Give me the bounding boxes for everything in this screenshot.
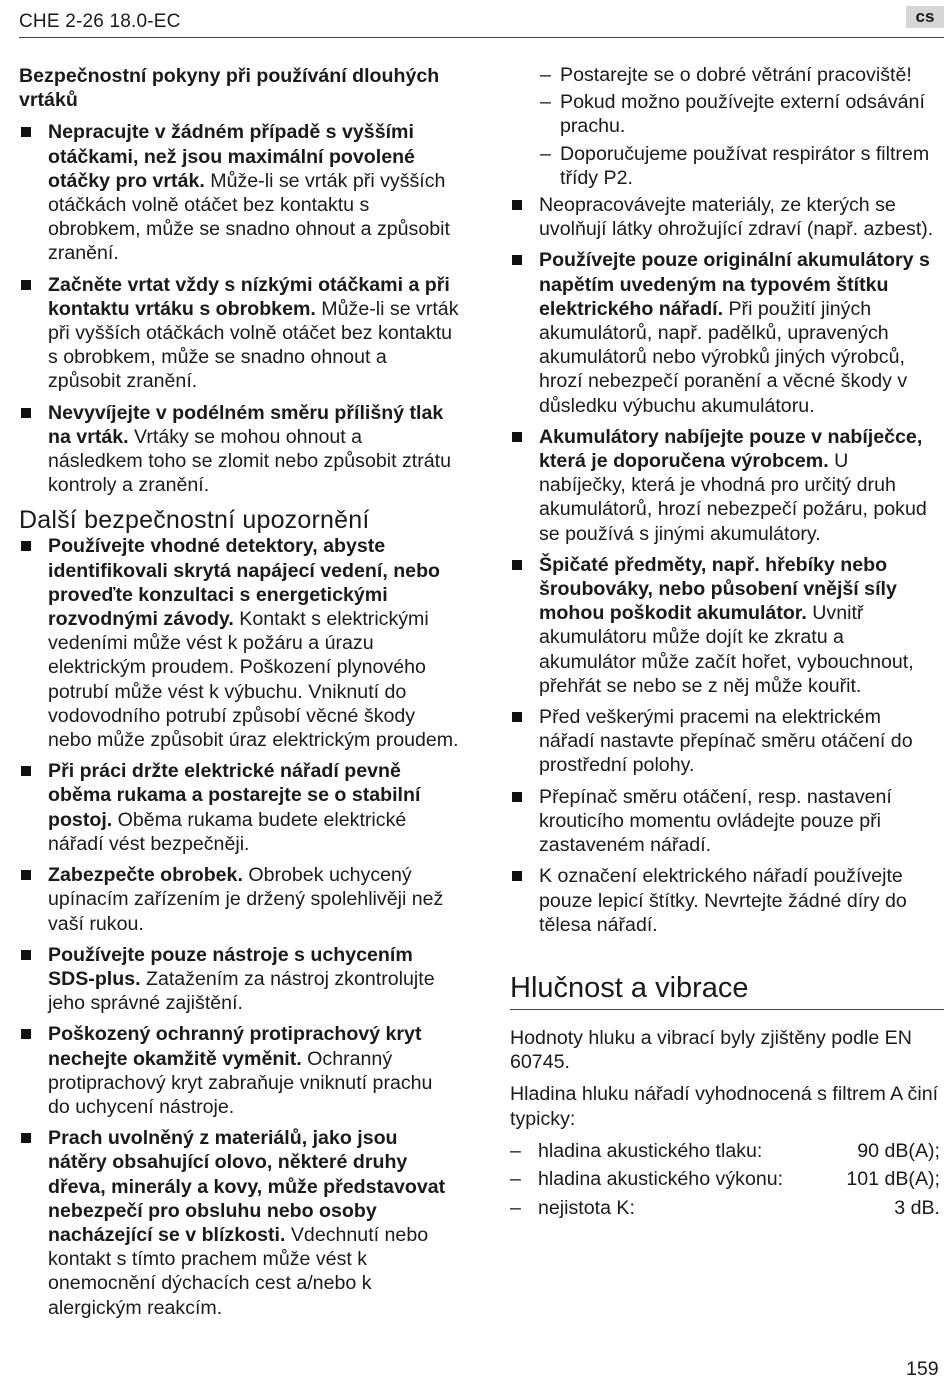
dash-marker: – [510,1139,521,1162]
bullet-square-icon [512,560,522,570]
bullet-square-icon [21,280,31,290]
bullet-square-icon [21,541,31,551]
dash-list-item: – Pokud možno používejte externí odsávání prachu. [540,91,925,138]
section-heading-additional-safety: Další bezpečnostní upozornění [19,506,370,535]
language-badge: cs [906,6,944,28]
list-item: Prach uvolněný z materiálů, jako jsou nátěry obsahující olovo, některé druhy dřeva, minerály a kovy, může představovat nebezpečí pro obsluhu nebo osoby nacházející se v blízkosti. Vdechnutí nebo kontakt s tímto prachem může vést k onemocnění dýchacích cest a/nebo k alergickým reakcím. [19,1126,459,1320]
list-item: Používejte pouze originální akumulátory s napětím uvedeným na typovém štítku elektrického nářadí. Při použití jiných akumulátorů, např. padělků, upravených akumulátorů nebo výrobků jiných výrobců, hrozí nebezpečí poranění a věcné škody v důsledku výbuchu akumulátoru. [510,248,940,417]
right-column [510,63,940,1225]
bullet-square-icon [512,200,522,210]
dash-marker: – [510,1168,521,1191]
list-item: Nepracujte v žádném případě s vyššími otáčkami, než jsou maximální povolené otáčky pro vrták. Může-li se vrták při vyšších otáčkách volně otáčet bez kontaktu s obrobkem, může se snadno ohnout a způsobit zranění. [19,120,459,265]
list-item: Zabezpečte obrobek. Obrobek uchycený upínacím zařízením je držený spolehlivěji než vaší rukou. [19,863,459,936]
dash-list-item: – Doporučujeme používat respirátor s filtrem třídy P2. [540,142,930,189]
list-item: Poškozený ochranný protiprachový kryt nechejte okamžitě vyměnit. Ochranný protiprachový kryt zabraňuje vniknutí prachu do uchycení nástroje. [19,1022,459,1119]
dash-marker: – [540,142,551,165]
bullet-square-icon [21,127,31,137]
document-model-title: CHE 2-26 18.0-EC [19,11,181,32]
paragraph-noise-level-intro: Hladina hluku nářadí vyhodnocená s filtrem A činí typicky: [510,1083,939,1130]
bullet-square-icon [512,255,522,265]
bullet-square-icon [512,792,522,802]
dash-marker: – [540,64,551,86]
list-item: Neopracovávejte materiály, ze kterých se uvolňují látky ohrožující zdraví (např. azbest). [510,193,940,241]
bullet-square-icon [512,432,522,442]
bullet-square-icon [512,871,522,881]
bullet-square-icon [21,870,31,880]
dash-marker: – [510,1197,521,1220]
header-divider [19,37,944,38]
page-number: 159 [906,1358,939,1380]
bullet-square-icon [21,1029,31,1039]
list-item: Začněte vrtat vždy s nízkými otáčkami a při kontaktu vrtáku s obrobkem. Může-li se vrták při vyšších otáčkách volně otáčet bez kontaktu s obrobkem, může se snadno ohnout a způsobit zranění. [19,273,459,394]
list-item: Akumulátory nabíjejte pouze v nabíječce, která je doporučena výrobcem. U nabíječky, která je vhodná pro určitý druh akumulátorů, hrozí nebezpečí požáru, pokud se používá s jinými akumulátory. [510,425,940,546]
list-item: Používejte vhodné detektory, abyste identifikovali skrytá napájecí vedení, nebo proveďte konzultaci s energetickými rozvodnými závody. Kontakt s elektrickými vedeními může vést k požáru a úrazu elektrickým proudem. Poškození plynového potrubí může vést k výbuchu. Vniknutí do vodovodního potrubí způsobí věcné škody nebo může způsobit úraz elektrickým proudem. [19,534,459,752]
left-column [19,64,459,1327]
dash-marker: – [540,91,551,114]
list-item: Před veškerými pracemi na elektrickém nářadí nastavte přepínač směru otáčení do prostřední polohy. [510,705,940,778]
list-item: Nevyvíjejte v podélném směru přílišný tlak na vrták. Vrtáky se mohou ohnout a následkem toho se zlomit nebo způsobit ztrátu kontroly a zranění. [19,401,459,498]
bullet-square-icon [512,712,522,722]
list-item: K označení elektrického nářadí používejte pouze lepicí štítky. Nevrtejte žádné díry do tělesa nářadí. [510,864,940,937]
section-subheading-long-drill-bits: Bezpečnostní pokyny při používání dlouhých vrtáků [19,65,440,112]
bullet-square-icon [21,766,31,776]
dash-list-item: – Postarejte se o dobré větrání pracoviště! [540,64,912,86]
bullet-square-icon [21,950,31,960]
paragraph-measurement-standard: Hodnoty hluku a vibrací byly zjištěny podle EN 60745. [510,1026,912,1074]
list-item: Špičaté předměty, např. hřebíky nebo šroubováky, nebo působení vnější síly mohou poškodit akumulátor. Uvnitř akumulátoru může dojít ke zkratu a akumulátor může začít hořet, vybouchnout, přehřát se nebo se z něj může kouřit. [510,553,940,698]
measurement-row: – hladina akustického výkonu: 101 dB(A); [510,1168,940,1191]
bullet-square-icon [21,1133,31,1143]
list-item: Při práci držte elektrické nářadí pevně oběma rukama a postarejte se o stabilní postoj. Oběma rukama budete elektrické nářadí vést bezpečněji. [19,759,459,856]
heading-divider [510,1009,944,1010]
bullet-square-icon [21,408,31,418]
measurement-row: – hladina akustického tlaku: 90 dB(A); [510,1139,940,1162]
section-heading-noise-vibration: Hlučnost a vibrace [510,971,749,1004]
list-item: Používejte pouze nástroje s uchycením SDS-plus. Zatažením za nástroj zkontrolujte jeho správné zajištění. [19,943,459,1016]
list-item: Přepínač směru otáčení, resp. nastavení krouticího momentu ovládejte pouze při zastaveném nářadí. [510,785,940,858]
measurement-row: – nejistota K: 3 dB. [510,1197,940,1220]
